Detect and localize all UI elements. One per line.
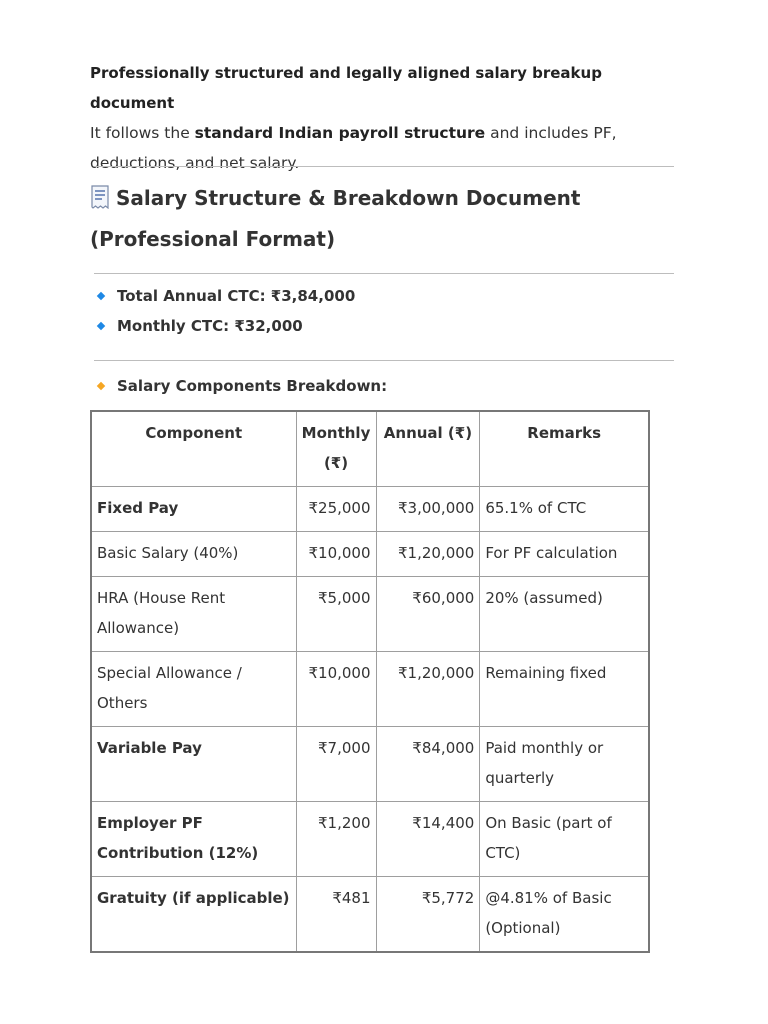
title-line1: Salary Structure & Breakdown Document (116, 186, 581, 210)
components-heading (90, 371, 387, 401)
intro-prefix: It follows the (90, 124, 195, 142)
component-cell: Basic Salary (40%) (91, 532, 296, 577)
table-row (91, 487, 649, 532)
table-header-row (91, 411, 649, 487)
component-cell: Gratuity (if applicable) (91, 877, 296, 953)
blue-diamond-icon (97, 322, 105, 330)
remarks-cell: Paid monthly or quarterly (480, 727, 649, 802)
table-row (91, 577, 649, 652)
header-remarks: Remarks (480, 411, 649, 487)
summary-item (90, 311, 355, 341)
monthly-cell: ₹481 (296, 877, 376, 953)
monthly-cell: ₹10,000 (296, 532, 376, 577)
remarks-cell: 20% (assumed) (480, 577, 649, 652)
table-row (91, 802, 649, 877)
document-page (90, 58, 675, 937)
table-row (91, 727, 649, 802)
component-cell: Fixed Pay (91, 487, 296, 532)
table-row (91, 652, 649, 727)
divider (94, 166, 674, 167)
header-monthly: Monthly (₹) (296, 411, 376, 487)
components-heading-label: Salary Components Breakdown: (117, 377, 388, 395)
annual-cell: ₹84,000 (376, 727, 480, 802)
table-row (91, 532, 649, 577)
blue-diamond-icon (97, 292, 105, 300)
intro-suffix: and includes PF, (485, 124, 617, 142)
intro-paragraph (90, 118, 675, 178)
component-cell: Variable Pay (91, 727, 296, 802)
intro-bold-phrase: standard Indian payroll structure (194, 124, 486, 142)
ctc-summary-list (90, 281, 355, 341)
annual-cell: ₹14,400 (376, 802, 480, 877)
salary-components-table (90, 410, 650, 953)
monthly-cell: ₹5,000 (296, 577, 376, 652)
remarks-cell: 65.1% of CTC (480, 487, 649, 532)
summary-item (90, 281, 355, 311)
header-annual: Annual (₹) (376, 411, 480, 487)
title-line2: (Professional Format) (90, 227, 336, 251)
annual-cell: ₹1,20,000 (376, 532, 480, 577)
annual-cell: ₹60,000 (376, 577, 480, 652)
components-heading-list (90, 371, 387, 401)
monthly-cell: ₹10,000 (296, 652, 376, 727)
remarks-cell: Remaining fixed (480, 652, 649, 727)
remarks-cell: For PF calculation (480, 532, 649, 577)
annual-cell: ₹1,20,000 (376, 652, 480, 727)
component-cell: Employer PF Contribution (12%) (91, 802, 296, 877)
table-row (91, 877, 649, 953)
component-cell: Special Allowance / Others (91, 652, 296, 727)
intro-heading: Professionally structured and legally aligned salary breakup document (90, 64, 602, 112)
summary-label: Total Annual CTC: ₹3,84,000 (117, 287, 356, 305)
annual-cell: ₹5,772 (376, 877, 480, 953)
monthly-cell: ₹1,200 (296, 802, 376, 877)
component-cell: HRA (House Rent Allowance) (91, 577, 296, 652)
monthly-cell: ₹25,000 (296, 487, 376, 532)
header-component: Component (91, 411, 296, 487)
annual-cell: ₹3,00,000 (376, 487, 480, 532)
summary-label: Monthly CTC: ₹32,000 (117, 317, 303, 335)
document-title (90, 178, 675, 260)
orange-diamond-icon (97, 382, 105, 390)
divider (94, 360, 674, 361)
receipt-icon (90, 182, 110, 206)
remarks-cell: @4.81% of Basic (Optional) (480, 877, 649, 953)
remarks-cell: On Basic (part of CTC) (480, 802, 649, 877)
monthly-cell: ₹7,000 (296, 727, 376, 802)
divider (94, 273, 674, 274)
intro-line2: deductions, and net salary. (90, 154, 300, 172)
